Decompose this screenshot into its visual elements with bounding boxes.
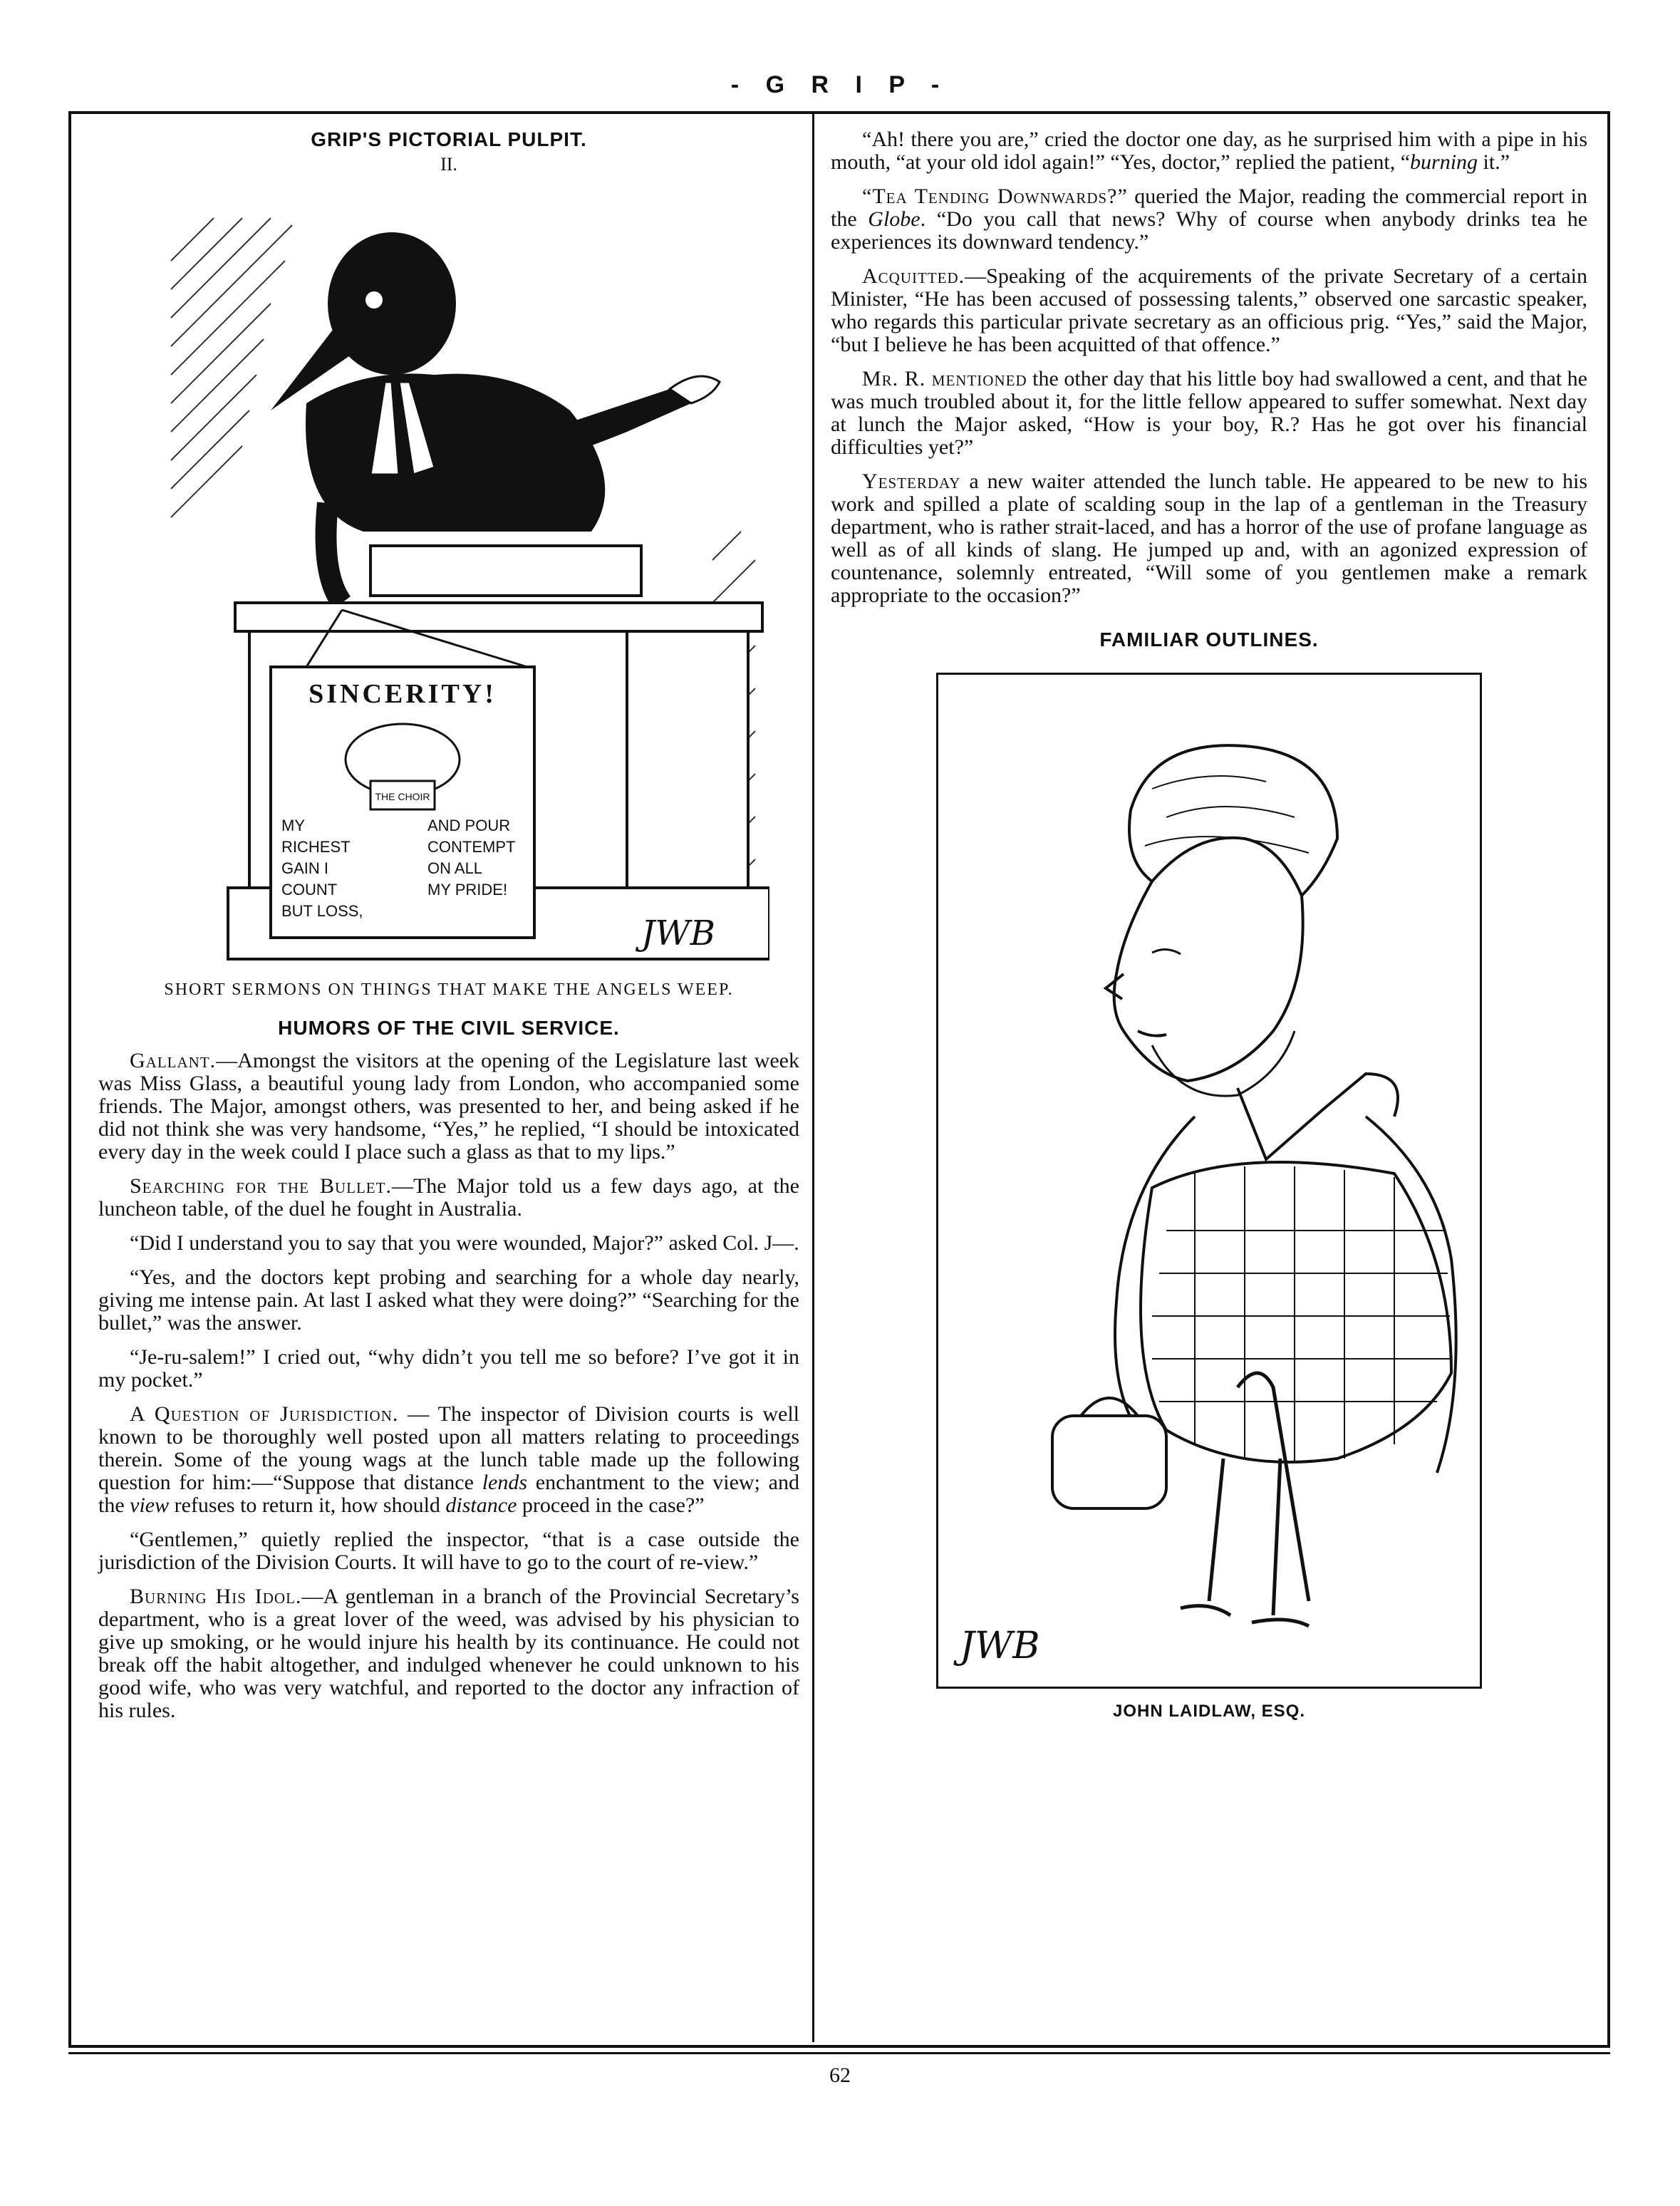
paragraph-text: —The Major told us a few days ago, at the luncheon table, of the duel he fought in Australia.	[98, 1174, 799, 1221]
sign-left-line: RICHEST	[281, 838, 351, 856]
paragraph	[98, 1175, 799, 1221]
sincerity-sign	[271, 667, 534, 938]
paragraph-lead: Searching for the Bullet.	[130, 1174, 392, 1198]
paragraph-text: it.”	[1478, 150, 1510, 174]
paragraph	[98, 1050, 799, 1164]
paragraph-text: the other day that his little boy had swallowed a cent, and that he was much troubled about it, for the little fellow appeared to suffer somewhat. Next day at lunch the Major asked, “How is your boy, R.? Has he got over his financial difficulties yet?”	[831, 367, 1587, 459]
paragraph-text: enchantment to the view; and the	[98, 1471, 799, 1517]
paragraph-text: refuses to return it, how should	[169, 1493, 446, 1517]
italic-word: lends	[482, 1471, 528, 1494]
sign-word: SINCERITY!	[308, 679, 497, 709]
paragraph-text: “Ah! there you are,” cried the doctor one day, as he surprised him with a pipe in his mouth, “at your old idol again!” “Yes, doctor,” replied the patient, “	[831, 128, 1587, 174]
paragraph	[831, 470, 1587, 607]
humors-title: HUMORS OF THE CIVIL SERVICE.	[278, 1017, 620, 1039]
paragraph-lead: Mr. R. mentioned	[862, 367, 1027, 390]
paragraph	[98, 1232, 799, 1255]
right-column	[831, 128, 1587, 1721]
paragraph	[98, 1528, 799, 1574]
left-column	[98, 128, 799, 1734]
italic-word: view	[130, 1493, 170, 1517]
page-number: 62	[829, 2063, 851, 2087]
paragraph-text: “Gentlemen,” quietly replied the inspector, “that is a case outside the jurisdiction of the Division Courts. It will have to go to the court of re-view.”	[98, 1528, 799, 1574]
paragraph-lead: Burning His Idol.	[130, 1585, 302, 1608]
sign-right-line: MY PRIDE!	[427, 881, 508, 899]
paragraph	[831, 265, 1587, 356]
paragraph-text: “Yes, and the doctors kept probing and searching for a whole day nearly, giving me intense pain. At last I asked what they were doing?” “Searching for the bullet,” was the answer.	[98, 1265, 799, 1335]
column-divider	[812, 114, 814, 2042]
sign-right-line: AND POUR	[427, 817, 511, 834]
pulpit-illustration	[128, 175, 769, 973]
sign-right-line: CONTEMPT	[427, 838, 516, 856]
portrait-illustration	[938, 675, 1480, 1687]
paragraph-lead: Yesterday	[862, 470, 961, 493]
paragraph-lead: Acquitted.	[862, 264, 965, 288]
paragraph-text: —Amongst the visitors at the opening of the Legislature last week was Miss Glass, a beautiful young lady from London, who accompanied some friends. The Major, amongst others, was presented to her, and being asked if he did not think she was very handsome, “Yes,” he replied, “I should be intoxicated every day in the week could I place such a glass as that to my lips.”	[98, 1049, 799, 1164]
pulpit-title: GRIP'S PICTORIAL PULPIT.	[311, 128, 587, 150]
paragraph	[831, 128, 1587, 174]
pulpit-number: II.	[440, 154, 457, 175]
paragraph-text: . “Do you call that news? Why of course when anybody drinks tea he experiences its downward tendency.”	[831, 207, 1588, 254]
paragraph-lead: Gallant.	[130, 1049, 217, 1072]
paragraph	[98, 1585, 799, 1722]
paragraph-text: — The inspector of Division courts is well known to be thoroughly well posted upon all matters relating to proceedings therein. Some of the young wags at the lunch table made up the following question for him:—“Suppose that distance	[98, 1402, 800, 1494]
familiar-outlines-title: FAMILIAR OUTLINES.	[1099, 628, 1319, 651]
bottom-rule	[68, 2052, 1610, 2054]
paragraph-text: a new waiter attended the lunch table. He appeared to be new to his work and spilled a plate of scalding soup in the lap of a gentleman in the Treasury department, who is rather strait-laced, and has a horror of the use of profane language as well as of all kinds of slang. He jumped up and, with an agonized expression of countenance, solemnly entreated, “Will some of you gentlemen make a remark appropriate to the occasion?”	[831, 470, 1587, 607]
paragraph	[831, 185, 1587, 254]
sign-left-line: MY	[281, 817, 305, 834]
sign-left-line: GAIN I	[281, 859, 329, 877]
italic-word: Globe	[868, 207, 921, 231]
paragraph-text: queried the Major, reading the commercial report in the	[831, 185, 1587, 231]
paragraph-text: —A gentleman in a branch of the Provincial Secretary’s department, who is a great lover of the weed, was advised by his physician to give up smoking, or he would injure his health by its continuance. He could not break off the habit altogether, and indulged whenever he could unknown to his good wife, who was very watchful, and reported to the doctor any infraction of his rules.	[98, 1585, 799, 1722]
paragraph	[98, 1346, 799, 1392]
paragraph	[98, 1403, 799, 1517]
paragraph-lead: “Tea Tending Downwards?”	[862, 185, 1128, 208]
illustration-caption: SHORT SERMONS ON THINGS THAT MAKE THE ANGELS WEEP.	[164, 980, 734, 999]
portrait-signature: JWB	[960, 1625, 1040, 1667]
paragraph-text: —Speaking of the acquirements of the private Secretary of a certain Minister, “He has been accused of possessing talents,” observed one sarcastic speaker, who regards this particular private secretary as an officious prig. “Yes,” said the Major, “but I believe he has been acquitted of that offence.”	[831, 264, 1587, 356]
paragraph	[831, 368, 1587, 459]
paragraph-text: proceed in the case?”	[517, 1493, 705, 1517]
italic-word: burning	[1410, 150, 1478, 174]
paragraph	[98, 1266, 799, 1335]
paragraph-lead: A Question of Jurisdiction.	[130, 1402, 399, 1426]
paragraph-text: “Did I understand you to say that you were wounded, Major?” asked Col. J—.	[130, 1231, 799, 1255]
sign-left-line: COUNT	[281, 881, 338, 899]
masthead: - G R I P -	[730, 71, 950, 98]
sign-left-line: BUT LOSS,	[281, 902, 363, 920]
italic-word: distance	[445, 1493, 517, 1517]
artist-signature: JWB	[641, 913, 715, 953]
bible-book	[370, 546, 641, 596]
paragraph-text: “Je-ru-salem!” I cried out, “why didn’t you tell me so before? I’ve got it in my pocket.”	[98, 1345, 799, 1392]
sign-right-line: ON ALL	[427, 859, 483, 877]
portrait-frame	[936, 673, 1482, 1689]
portrait-caption: JOHN LAIDLAW, ESQ.	[1112, 1702, 1306, 1721]
sign-box-label: THE CHOIR	[375, 791, 430, 802]
